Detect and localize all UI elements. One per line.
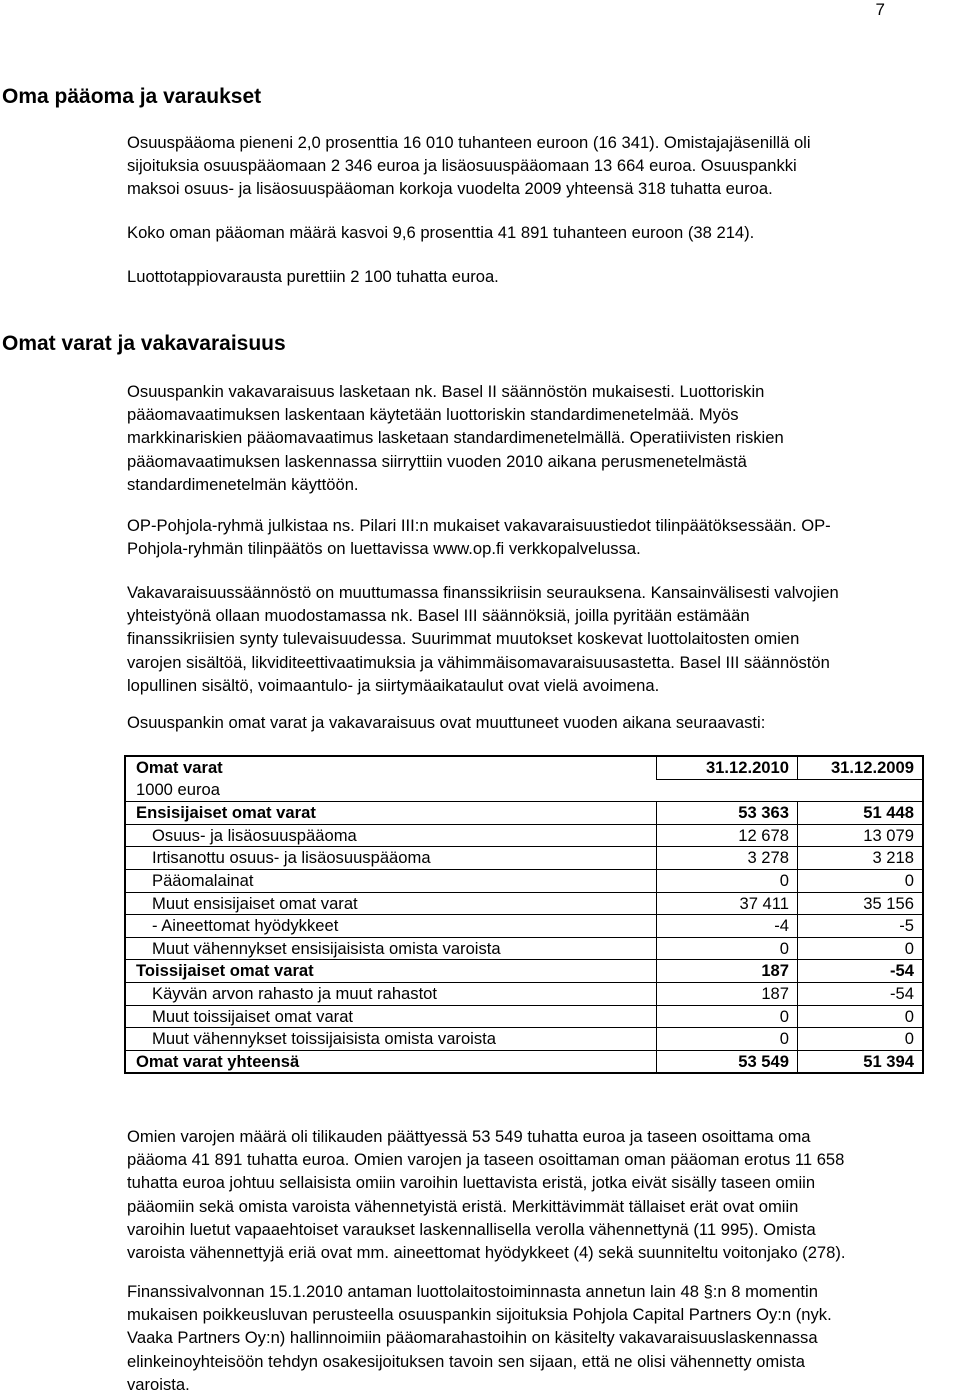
table-header-2010: 31.12.2010	[657, 756, 798, 779]
paragraph-total-equity: Koko oman pääoman määrä kasvoi 9,6 prosenttia 41 891 tuhanteen euroon (38 214).	[127, 223, 755, 242]
table-row: Muut toissijaiset omat varat 0 0	[125, 1005, 923, 1028]
paragraph-exemption: Finanssivalvonnan 15.1.2010 antaman luottolaitostoiminnasta annetun lain 48 §:n 8 momentin mukaisen poikkeusluvan perusteella osuuspankin sijoituksia Pohjola Capital Partners Oy:n (nyk. Vaaka Partners Oy:n) hallinnoimiin pääomarahastoihin on käsitelty vakavaraisuuslaskennassa elinkeinoyhteisöön tehdyn osakesijoituksen tavoin sen sijaan, että ne olisi vähennetty omista varoista.	[127, 1282, 832, 1394]
table-total-row: Omat varat yhteensä 53 549 51 394	[125, 1050, 923, 1073]
paragraph-pillar-iii: OP-Pohjola-ryhmä julkistaa ns. Pilari III:n mukaiset vakavaraisuustiedot tilinpäätöksessään. OP- Pohjola-ryhmän tilinpäätös on luettavissa www.op.fi verkkopalvelussa.	[127, 516, 831, 559]
table-row: Toissijaiset omat varat 187 -54	[125, 960, 923, 983]
table-row: Käyvän arvon rahasto ja muut rahastot 187 -54	[125, 982, 923, 1005]
paragraph-table-intro: Osuuspankin omat varat ja vakavaraisuus ovat muuttuneet vuoden aikana seuraavasti:	[127, 713, 766, 732]
paragraph-basel-iii: Vakavaraisuussäännöstö on muuttumassa finanssikriisin seurauksena. Kansainvälisesti valvojien yhteistyönä ollaan muodostamassa nk. Basel III säännöksiä, joilla pyritään estämään finanssikriisien synty tulevaisuudessa. Suurimmat muutokset koskevat luottolaitosten omien varojen sisältöä, likviditeettivaatimuksia ja vähimmäisomavaraisuusastetta. Basel III säännöstön lopullinen sisältö, voimaantulo- ja siirtymäaikataulut ovat vielä avoimena.	[127, 583, 839, 695]
paragraph-own-funds-summary: Omien varojen määrä oli tilikauden päättyessä 53 549 tuhatta euroa ja taseen osoittama oma pääoma 41 891 tuhatta euroa. Omien varojen ja taseen osoittaman oman pääoman erotus 11 658 tuhatta euroa johtuu sellaisista omiin varoihin luettavista eristä, jotka eivät sisälly taseen omiin pääomiin sekä omista varoista vähennetyistä eristä. Merkittävimmät tällaiset erät ovat omiin varoihin luetut vapaaehtoiset varaukset laskennallisella verolla vähennettynä (11 995). Omista varoista vähennettyjä eriä ovat mm. aineettomat hyödykkeet (4) sekä suunniteltu voitonjako (278).	[127, 1127, 846, 1263]
section-heading-equity: Oma pääoma ja varaukset	[2, 85, 262, 108]
table-header-row	[125, 756, 923, 779]
table-row: Ensisijaiset omat varat 53 363 51 448	[125, 802, 923, 825]
table-row: Pääomalainat 0 0	[125, 869, 923, 892]
page-number: 7	[875, 0, 885, 19]
table-unit-row	[125, 779, 923, 802]
own-funds-table	[124, 755, 924, 1074]
table-row: - Aineettomat hyödykkeet -4 -5	[125, 915, 923, 938]
paragraph-loan-loss-provision: Luottotappiovarausta purettiin 2 100 tuhatta euroa.	[127, 267, 499, 286]
paragraph-share-capital: Osuuspääoma pieneni 2,0 prosenttia 16 010 tuhanteen euroon (16 341). Omistajajäsenillä oli sijoituksia osuuspääomaan 2 346 euroa ja lisäosuuspääomaan 13 664 euroa. Osuuspankki maksoi osuus- ja lisäosuuspääoman korkoja vuodelta 2009 yhteensä 318 tuhatta euroa.	[127, 133, 811, 199]
table-row: Irtisanottu osuus- ja lisäosuuspääoma 3 278 3 218	[125, 847, 923, 870]
paragraph-basel-ii: Osuuspankin vakavaraisuus lasketaan nk. Basel II säännöstön mukaisesti. Luottoriskin pääomavaatimuksen laskentaan käytetään luottoriskin standardimenetelmää. Myös markkinariskien pääomavaatimus lasketaan standardimenetelmällä. Operatiivisten riskien pääomavaatimuksen laskennassa siirryttiin vuoden 2010 aikana perusmenetelmästä standardimenetelmän käyttöön.	[127, 382, 784, 494]
table-row: Muut ensisijaiset omat varat 37 411 35 156	[125, 892, 923, 915]
table-header-label: Omat varat	[125, 756, 657, 779]
table-header-2009: 31.12.2009	[798, 756, 924, 779]
table-row: Muut vähennykset ensisijaisista omista varoista 0 0	[125, 937, 923, 960]
table-row: Muut vähennykset toissijaisista omista varoista 0 0	[125, 1028, 923, 1051]
section-heading-capital-adequacy: Omat varat ja vakavaraisuus	[2, 332, 286, 355]
table-unit-label: 1000 euroa	[136, 780, 220, 800]
table-row: Osuus- ja lisäosuuspääoma 12 678 13 079	[125, 824, 923, 847]
